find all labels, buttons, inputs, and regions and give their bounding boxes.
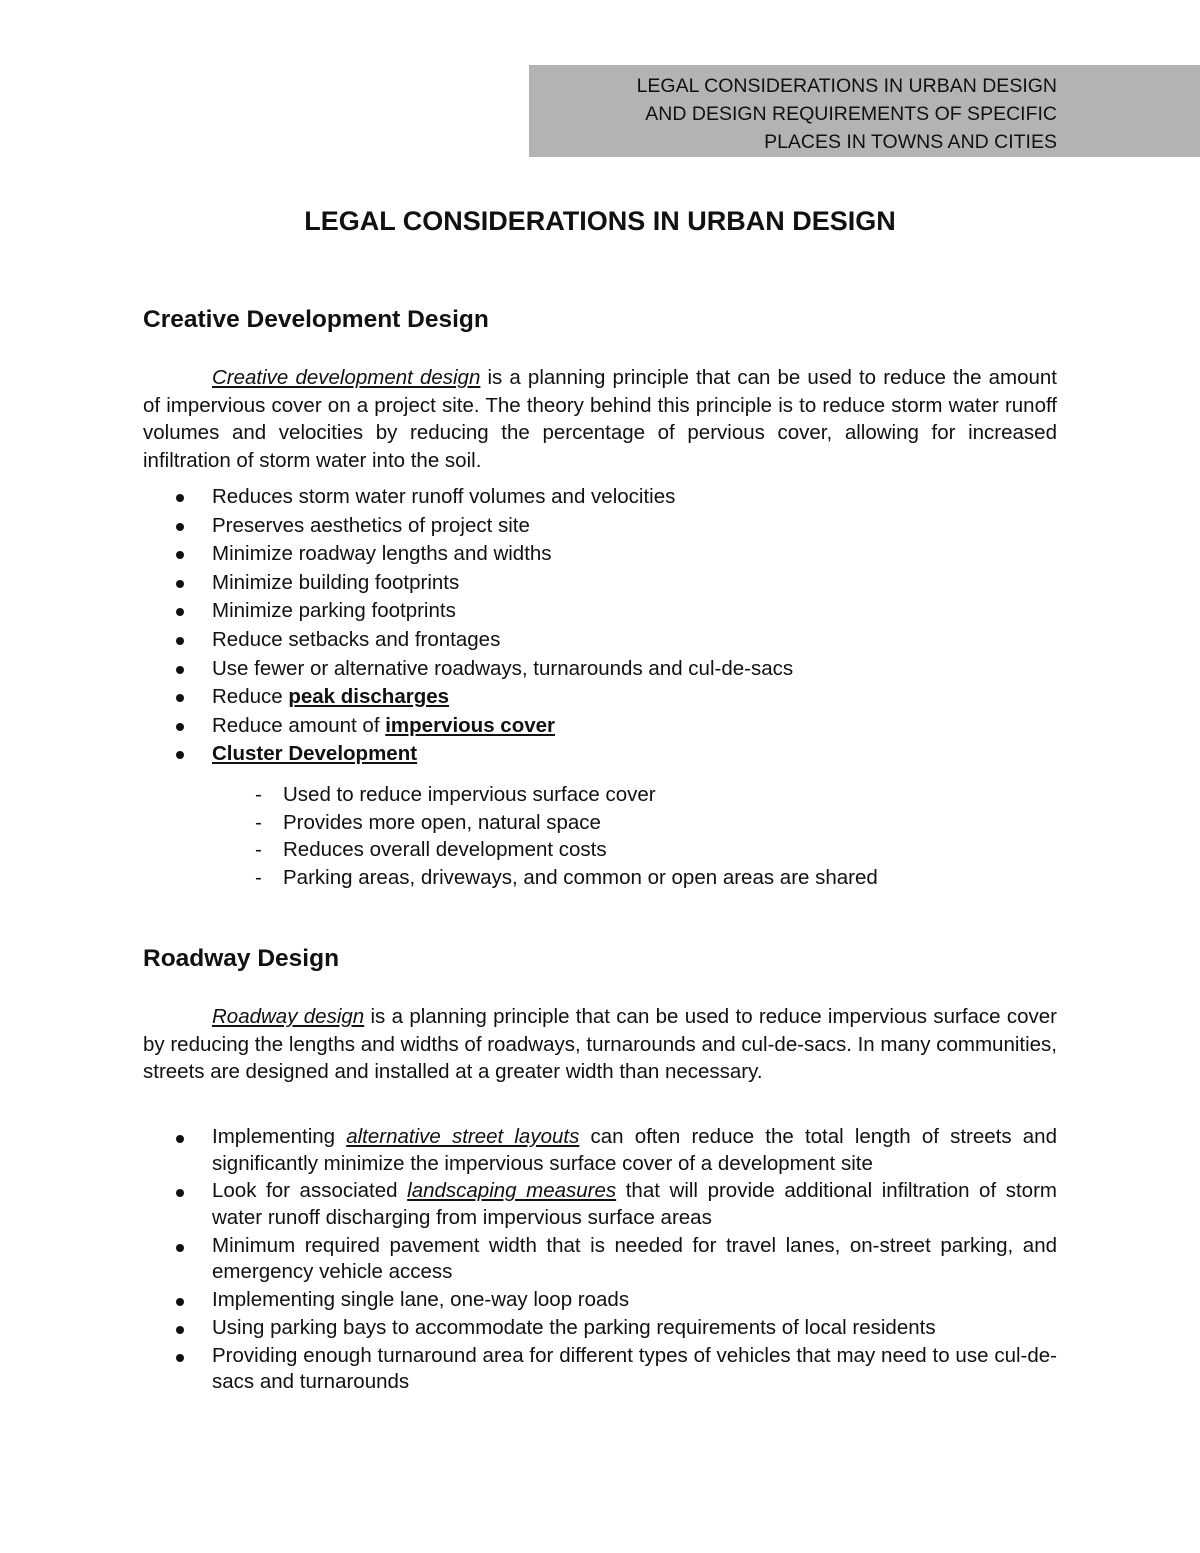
bullet-icon [176, 751, 184, 759]
bullet-icon [176, 1298, 184, 1306]
creative-paragraph-text: is a planning principle that can be used to reduce the amount of impervious cover on a project site. The theory behind this principle is to reduce storm water runoff volumes and velocities by reducing the percentage of pervious cover, allowing for increased infiltration of storm water into the soil. [143, 366, 1057, 472]
bullet-icon [176, 1354, 184, 1362]
list-item [143, 626, 1057, 655]
list-item-text: Look for associated [212, 1179, 408, 1203]
list-item [143, 655, 1057, 684]
bullet-icon [176, 494, 184, 502]
bullet-icon [176, 1326, 184, 1334]
list-item [143, 540, 1057, 569]
list-item [143, 864, 1057, 892]
section-heading-roadway: Roadway Design [143, 945, 340, 972]
list-item-text: can often reduce the total length of streets and significantly minimize the impervious surface cover of a development site [212, 1125, 1057, 1175]
running-header [529, 65, 1200, 157]
list-item-text: that will provide additional infiltration of storm water runoff discharging from impervious surface areas [212, 1179, 1057, 1229]
list-item [143, 740, 1057, 769]
list-item [143, 569, 1057, 598]
list-item-text: Reduces storm water runoff volumes and velocities [212, 485, 676, 508]
bullet-icon [176, 608, 184, 616]
list-item [143, 597, 1057, 626]
list-item-text: Using parking bays to accommodate the parking requirements of local residents [212, 1315, 936, 1339]
header-line-1: LEGAL CONSIDERATIONS IN URBAN DESIGN [636, 75, 1057, 97]
document-title: LEGAL CONSIDERATIONS IN URBAN DESIGN [304, 206, 896, 236]
list-item [143, 1287, 1057, 1314]
list-item [143, 683, 1057, 712]
list-item-text: Reduce setbacks and frontages [212, 627, 501, 651]
list-item-text: Provides more open, natural space [283, 810, 601, 834]
bullet-icon [176, 694, 184, 702]
bullet-icon [176, 1135, 184, 1143]
cluster-sub-list [143, 781, 1057, 891]
impervious-cover-term: impervious cover [385, 713, 555, 737]
creative-paragraph [143, 364, 1057, 474]
bullet-icon [176, 637, 184, 645]
list-item [143, 781, 1057, 809]
dash-marker: - [255, 838, 262, 861]
roadway-paragraph-text: is a planning principle that can be used to reduce impervious surface cover by reducing the lengths and widths of roadways, turnarounds and cul-de-sacs. In many communities, streets are designed and installed at a greater width than necessary. [143, 1005, 1057, 1083]
dash-marker: - [255, 810, 262, 834]
list-item-text: Parking areas, driveways, and common or open areas are shared [283, 865, 878, 889]
list-item-text: Reduces overall development costs [283, 838, 607, 861]
roadway-paragraph [143, 1003, 1057, 1086]
alternative-street-layouts-term: alternative street layouts [346, 1125, 580, 1148]
section-heading-creative: Creative Development Design [143, 306, 489, 333]
list-item-text: Minimize building footprints [212, 570, 460, 594]
dash-marker: - [255, 783, 262, 806]
header-line-3: PLACES IN TOWNS AND CITIES [764, 131, 1057, 153]
list-item [143, 1178, 1057, 1231]
bullet-icon [176, 723, 184, 731]
header-line-2: AND DESIGN REQUIREMENTS OF SPECIFIC [645, 103, 1057, 125]
dash-marker: - [255, 865, 262, 889]
bullet-icon [176, 523, 184, 531]
bullet-icon [176, 580, 184, 588]
landscaping-measures-term: landscaping measures [407, 1179, 617, 1203]
list-item [143, 512, 1057, 541]
cluster-development-term: Cluster Development [212, 742, 418, 766]
list-item [143, 836, 1057, 864]
list-item-text: Use fewer or alternative roadways, turnarounds and cul-de-sacs [212, 656, 794, 680]
list-item-text: Providing enough turnaround area for different types of vehicles that may need to use cul-de-sacs and turnarounds [212, 1343, 1057, 1394]
list-item [143, 1343, 1057, 1396]
bullet-icon [176, 551, 184, 559]
bullet-icon [176, 1189, 184, 1197]
bullet-icon [176, 1244, 184, 1252]
list-item [143, 809, 1057, 837]
list-item [143, 1124, 1057, 1177]
bullet-icon [176, 666, 184, 674]
roadway-term: Roadway design [212, 1005, 365, 1028]
list-item [143, 712, 1057, 741]
list-item-text: Minimize parking footprints [212, 599, 456, 623]
creative-term: Creative development design [212, 366, 481, 389]
list-item-text: Reduce [212, 685, 289, 709]
list-item-text: Used to reduce impervious surface cover [283, 783, 656, 806]
list-item-text: Reduce amount of [212, 713, 386, 737]
list-item [143, 1315, 1057, 1342]
roadway-bullet-list [143, 1124, 1057, 1397]
list-item-text: Minimize roadway lengths and widths [212, 542, 552, 566]
peak-discharges-term: peak discharges [288, 685, 450, 709]
list-item-text: Implementing single lane, one-way loop roads [212, 1288, 630, 1312]
creative-bullet-list [143, 483, 1057, 769]
list-item [143, 483, 1057, 512]
list-item-text: Preserves aesthetics of project site [212, 513, 530, 537]
list-item [143, 1233, 1057, 1286]
list-item-text: Implementing [212, 1125, 347, 1148]
list-item-text: Minimum required pavement width that is needed for travel lanes, on-street parking, and emergency vehicle access [212, 1233, 1057, 1284]
